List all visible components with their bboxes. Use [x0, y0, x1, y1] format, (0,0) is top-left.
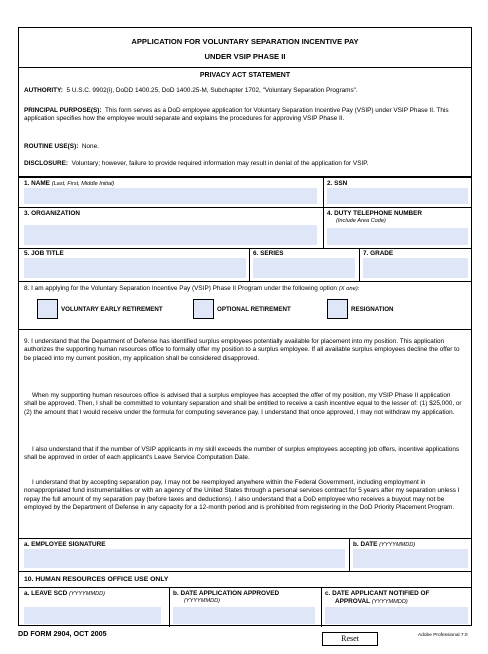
resignation-checkbox[interactable]: [327, 299, 348, 319]
item8-text: 8. I am applying for the Voluntary Separation Incentive Pay (VSIP) Phase II Program under the following option (X one):: [24, 285, 360, 292]
employee-signature-field[interactable]: [24, 549, 345, 568]
resignation-label: RESIGNATION: [351, 306, 394, 313]
series-field[interactable]: [253, 258, 355, 278]
routine-paragraph: [24, 143, 465, 151]
voluntary-early-retirement-label: VOLUNTARY EARLY RETIREMENT: [61, 306, 163, 313]
date-approved-label: b. DATE APPLICATION APPROVED: [173, 590, 280, 597]
form-title: APPLICATION FOR VOLUNTARY SEPARATION INCENTIVE PAY: [131, 37, 359, 46]
signature-date-field[interactable]: [353, 549, 468, 568]
phone-hint: (Include Area Code): [336, 218, 386, 224]
purpose-label: PRINCIPAL PURPOSE(S):: [24, 107, 102, 114]
divider: [359, 248, 360, 281]
authority-label: AUTHORITY:: [24, 87, 63, 94]
name-label: 1. NAME (Last, First, Middle Initial): [24, 180, 115, 187]
divider: [19, 571, 471, 572]
privacy-heading: PRIVACY ACT STATEMENT: [199, 72, 291, 79]
date-approved-field[interactable]: [173, 607, 315, 624]
reset-button[interactable]: Reset: [322, 632, 378, 646]
divider: [249, 248, 250, 281]
purpose-paragraph: [24, 107, 465, 124]
form-id: DD FORM 2904, OCT 2005: [18, 629, 107, 638]
signature-date-hint: (YYYYMMDD): [379, 542, 416, 548]
divider: [19, 67, 471, 68]
organization-label: 3. ORGANIZATION: [24, 210, 80, 217]
signature-date-label: b. DATE (YYYYMMDD): [353, 541, 416, 548]
item9-paragraph-1: 9. I understand that the Department of Defense has identified surplus employees potentially available for placement into my position. This application authorizes the supporting human resources office to formally offer my position to a surplus employee. If all available surplus employees decline the offer to be placed into my current position, my application shall be considered disapproved.: [24, 338, 460, 362]
item9-paragraph-2: When my supporting human resources office is advised that a surplus employee has accepted the offer of my position, my VSIP Phase II application shall be approved. Then, I shall be committed to voluntary separation and shall be entitled to receive a cash incentive equal to the lesser of: (1) $25,000, or (2) the amount that I would receive under the formula for computing severance pay. I understand that once approved, I may not withdraw my application.: [24, 392, 462, 416]
divider: [323, 207, 324, 248]
name-field[interactable]: [24, 188, 317, 204]
leave-scd-field[interactable]: [24, 607, 161, 624]
form-subtitle: UNDER VSIP PHASE II: [204, 52, 286, 61]
item9-paragraph-4: I understand that by accepting separation pay, I may not be reemployed anywhere within the Federal Government, including employment in nonappropriated fund instrumentalities or with an agency of the United States through a personal services contract for 5 years after my separation unless I repay the full amount of my separation pay (before taxes and deductions). I also understand that a DoD employee who receives a buyout may not be employed by the Department of Defense in any capacity for a 12-month period and is prohibited from registering in the DoD Priority Placement Program.: [24, 479, 460, 511]
divider: [321, 587, 322, 627]
item8-hint: (X one):: [338, 286, 360, 292]
grade-field[interactable]: [363, 258, 468, 278]
grade-label: 7. GRADE: [363, 250, 394, 257]
leave-scd-label: a. LEAVE SCD (YYYYMMDD): [24, 590, 106, 597]
divider: [19, 207, 471, 208]
phone-field[interactable]: [327, 228, 468, 245]
series-label: 6. SERIES: [253, 250, 284, 257]
date-notified-field[interactable]: [325, 607, 468, 624]
voluntary-early-retirement-checkbox[interactable]: [37, 299, 58, 319]
hr-heading: 10. HUMAN RESOURCES OFFICE USE ONLY: [24, 576, 169, 583]
authority-text: 5 U.S.C. 9902(i), DoDD 1400.25, DoD 1400.25-M, Subchapter 1702, "Voluntary Separation Programs".: [66, 87, 358, 94]
optional-retirement-checkbox[interactable]: [193, 299, 214, 319]
divider: [19, 538, 471, 539]
divider: [19, 587, 471, 588]
purpose-text: This form serves as a DoD employee application for Voluntary Separation Incentive Pay (VSIP) under VSIP Phase II. This application specifies how the employee would separate and explains the procedures for approving VSIP Phase II.: [24, 107, 449, 123]
name-hint: (Last, First, Middle Initial): [51, 181, 115, 187]
disclosure-label: DISCLOSURE:: [24, 160, 69, 167]
divider: [19, 281, 471, 282]
divider: [323, 177, 324, 207]
divider: [19, 329, 471, 330]
date-notified-hint: (YYYYMMDD): [371, 599, 408, 605]
date-notified-label: c. DATE APPLICANT NOTIFIED OF: [325, 590, 430, 597]
ssn-label: 2. SSN: [327, 180, 348, 187]
authority-paragraph: [24, 87, 465, 95]
phone-label: 4. DUTY TELEPHONE NUMBER: [327, 210, 423, 217]
routine-label: ROUTINE USE(S):: [24, 143, 79, 150]
ssn-field[interactable]: [327, 188, 468, 204]
routine-text: None.: [81, 143, 99, 150]
date-notified-label-line2: APPROVAL (YYYYMMDD): [335, 598, 408, 605]
divider: [349, 538, 350, 571]
job-title-label: 5. JOB TITLE: [24, 250, 64, 257]
optional-retirement-label: OPTIONAL RETIREMENT: [217, 306, 291, 313]
disclosure-text: Voluntary; however, failure to provide required information may result in denial of the application for VSIP.: [71, 160, 369, 167]
date-approved-hint: (YYYYMMDD): [184, 598, 221, 604]
divider: [19, 248, 471, 249]
employee-signature-label: a. EMPLOYEE SIGNATURE: [24, 541, 106, 548]
divider: [19, 176, 471, 178]
divider: [169, 587, 170, 627]
item9-paragraph-3: I also understand that if the number of VSIP applicants in my skill exceeds the number of surplus employees accepting job offers, incentive applications shall be approved in order of each applicant's Leave Service Computation Date.: [24, 446, 460, 462]
application-form: [18, 27, 472, 626]
disclosure-paragraph: [24, 160, 465, 168]
organization-field[interactable]: [24, 225, 317, 245]
software-note: Adobe Professional 7.0: [418, 633, 468, 638]
job-title-field[interactable]: [24, 258, 246, 278]
leave-scd-hint: (YYYYMMDD): [69, 591, 106, 597]
